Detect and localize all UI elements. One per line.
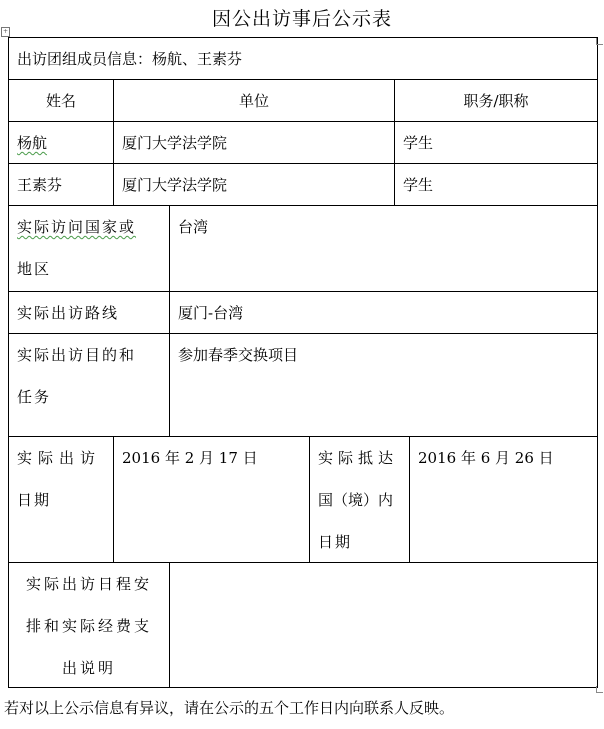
purpose-label-line2: 任务 [17, 388, 52, 406]
arrive-date-value: 2016 年 6 月 26 日 [409, 436, 598, 563]
page-title: 因公出访事后公示表 [211, 8, 392, 30]
header-position: 职务/职称 [394, 79, 598, 122]
depart-date-label [8, 436, 114, 563]
header-name: 姓名 [8, 79, 114, 122]
route-value: 厦门-台湾 [169, 291, 598, 334]
purpose-label-line1: 实际出访目的和 [17, 346, 137, 364]
table-row-name: 王素芬 [8, 163, 114, 206]
country-label [8, 205, 170, 292]
arrive-label-line3: 日期 [318, 533, 353, 551]
arrive-date-label [309, 436, 410, 563]
schedule-label [8, 562, 170, 688]
header-unit: 单位 [113, 79, 395, 122]
margin-mark [596, 686, 603, 693]
table-row-name [8, 121, 114, 164]
country-label-line2: 地区 [17, 260, 52, 278]
members-row [8, 37, 598, 80]
depart-label-line1: 实际出访 [17, 449, 102, 467]
table-row-unit: 厦门大学法学院 [113, 163, 395, 206]
purpose-value: 参加春季交换项目 [169, 333, 598, 437]
arrive-label-line2: 国（境）内 [318, 491, 394, 509]
arrive-label-line1: 实际抵达 [318, 449, 399, 467]
member-name: 杨航 [17, 134, 48, 152]
schedule-label-line2: 排和实际经费支 [25, 617, 152, 635]
schedule-label-line3: 出说明 [61, 659, 116, 677]
footer-note: 若对以上公示信息有异议，请在公示的五个工作日内向联系人反映。 [4, 699, 455, 717]
margin-mark [596, 38, 603, 45]
table-row-position: 学生 [394, 163, 598, 206]
country-value: 台湾 [169, 205, 598, 292]
country-label-line1: 实际访问国家或 [17, 218, 137, 236]
members-label: 出访团组成员信息： [17, 50, 153, 68]
depart-label-line2: 日期 [17, 491, 52, 509]
schedule-value [169, 562, 598, 688]
purpose-label [8, 333, 170, 437]
route-label: 实际出访路线 [8, 291, 170, 334]
table-anchor-icon: + [2, 28, 9, 35]
members-names: 杨航、王素芬 [152, 50, 243, 68]
table-row-unit: 厦门大学法学院 [113, 121, 395, 164]
table-row-position: 学生 [394, 121, 598, 164]
schedule-label-line1: 实际出访日程安 [25, 575, 152, 593]
depart-date-value: 2016 年 2 月 17 日 [113, 436, 310, 563]
